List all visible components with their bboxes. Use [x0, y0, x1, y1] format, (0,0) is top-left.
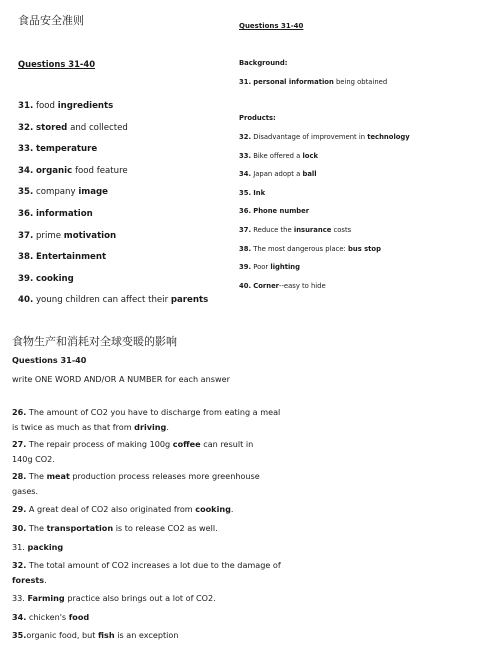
item-number: 33. — [18, 144, 34, 155]
item-number: 39. — [18, 273, 34, 284]
list-item — [12, 405, 284, 434]
item-text: --easy to hide — [279, 281, 326, 290]
item-answer: Ink — [253, 188, 266, 197]
item-number: 35. — [239, 188, 252, 197]
item-number: 27. — [12, 439, 27, 449]
item-answer: forests — [12, 574, 45, 585]
item-answer: lighting — [270, 263, 301, 272]
item-answer: driving — [134, 421, 167, 432]
item-text: . — [44, 574, 47, 585]
list-item — [18, 209, 93, 219]
item-number: 26. — [12, 407, 27, 417]
item-text: practice also brings out a lot of CO2. — [67, 593, 216, 603]
item-answer: image — [78, 187, 108, 198]
list-item — [239, 170, 317, 178]
item-answer: cooking — [195, 504, 231, 514]
list-item — [239, 189, 265, 197]
list-item — [18, 231, 116, 241]
list-item — [18, 166, 128, 176]
item-text: Japan adopt a — [253, 170, 301, 179]
background-label: Background: — [239, 59, 288, 67]
list-item — [18, 101, 113, 111]
item-answer: insurance — [293, 226, 332, 234]
item-answer: information — [35, 209, 93, 219]
background-item — [239, 78, 387, 86]
section2-instruction: write ONE WORD AND/OR A NUMBER for each answer — [12, 374, 230, 384]
item-text: A great deal of CO2 also originated from — [28, 504, 193, 514]
item-number: 29. — [12, 504, 27, 514]
item-answer: Farming — [27, 593, 65, 603]
item-text: The repair process of making 100g — [28, 439, 171, 449]
item-answer: meat — [46, 471, 70, 481]
list-item — [18, 187, 108, 197]
item-answer: cooking — [35, 273, 74, 284]
item-text: young children can affect their — [35, 295, 169, 306]
item-answer: organic — [35, 165, 73, 176]
list-item — [18, 274, 74, 284]
item-text: . — [230, 504, 234, 514]
list-item — [18, 123, 128, 133]
item-text: prime — [35, 230, 62, 241]
item-number: 31. — [12, 542, 25, 552]
section2-title: 食物生产和消耗对全球变暖的影响 — [12, 335, 177, 348]
item-answer: ingredients — [57, 101, 114, 111]
item-number: 40. — [18, 295, 34, 306]
item-answer: technology — [367, 133, 410, 141]
list-item — [12, 558, 287, 587]
left-questions-header: Questions 31-40 — [18, 59, 96, 69]
item-number: 35. — [18, 187, 34, 198]
item-answer: bus stop — [348, 244, 381, 253]
item-answer: coffee — [172, 439, 201, 449]
item-text: The — [28, 523, 44, 533]
item-answer: Corner — [253, 281, 280, 290]
item-text: chicken's — [28, 612, 67, 622]
item-text: The most dangerous place: — [253, 244, 346, 253]
item-number: 40. — [239, 281, 252, 290]
item-answer: Phone number — [253, 207, 310, 216]
list-item — [18, 295, 208, 305]
item-answer: Entertainment — [35, 252, 107, 263]
item-text: Poor — [253, 263, 269, 272]
item-text: The — [28, 471, 44, 481]
list-item — [12, 628, 302, 643]
list-item — [12, 502, 302, 517]
item-number: 31. — [239, 78, 252, 86]
item-text: being obtained — [335, 78, 388, 86]
item-number: 34. — [12, 612, 27, 622]
list-item — [12, 437, 274, 466]
item-number: 38. — [18, 252, 34, 263]
item-number: 33. — [12, 593, 25, 603]
item-number: 34. — [18, 165, 34, 176]
section2-questions-header: Questions 31-40 — [12, 355, 87, 365]
list-item — [12, 610, 302, 625]
products-label: Products: — [239, 114, 276, 122]
item-text: Bike offered a — [253, 151, 301, 160]
item-answer: transportation — [46, 523, 114, 533]
list-item — [239, 263, 300, 271]
item-number: 38. — [239, 244, 252, 253]
item-answer: parents — [170, 295, 209, 306]
item-answer: packing — [27, 542, 64, 552]
item-text: production process releases more greenhouse gases. — [12, 471, 260, 496]
item-text: and collected — [70, 122, 128, 133]
list-item — [239, 133, 410, 141]
item-number: 32. — [239, 133, 252, 141]
item-answer: food — [68, 612, 90, 622]
item-number: 30. — [12, 523, 27, 533]
item-text: The total amount of CO2 increases a lot due to the damage of — [28, 560, 281, 570]
item-number: 28. — [12, 471, 27, 481]
item-answer: stored — [35, 122, 68, 133]
list-item — [239, 207, 309, 215]
item-number: 35. — [12, 630, 27, 640]
list-item — [18, 252, 106, 262]
item-number: 36. — [239, 207, 252, 216]
item-number: 32. — [12, 560, 27, 570]
list-item — [12, 469, 284, 498]
item-text: is an exception — [117, 630, 179, 640]
list-item — [12, 591, 302, 606]
item-text: company — [35, 187, 76, 198]
item-text: organic food, but — [26, 630, 96, 640]
item-answer: motivation — [63, 230, 117, 241]
item-answer: fish — [98, 630, 115, 640]
item-number: 34. — [239, 170, 252, 179]
list-item — [239, 226, 351, 234]
item-text: food — [35, 101, 55, 111]
list-item — [18, 144, 97, 154]
item-number: 33. — [239, 151, 252, 160]
item-text: Disadvantage of improvement in — [253, 133, 366, 141]
item-answer: temperature — [35, 144, 98, 155]
item-number: 37. — [18, 230, 34, 241]
item-number: 37. — [239, 226, 252, 234]
item-text: can result in 140g CO2. — [12, 439, 254, 464]
item-number: 39. — [239, 263, 252, 272]
list-item — [239, 152, 318, 160]
item-number: 36. — [18, 209, 34, 219]
item-number: 31. — [18, 101, 34, 111]
right-questions-header: Questions 31-40 — [239, 22, 304, 30]
item-text: . — [166, 421, 169, 432]
item-text: The amount of CO2 you have to discharge from eating a meal is twice as much as that from — [12, 407, 281, 432]
item-answer: ball — [302, 170, 317, 179]
item-text: is to release CO2 as well. — [115, 523, 218, 533]
item-text: food feature — [74, 165, 128, 176]
list-item — [12, 540, 284, 555]
list-item — [239, 282, 326, 290]
item-text: Reduce the — [253, 226, 292, 234]
list-item — [239, 245, 381, 253]
item-answer: lock — [302, 151, 319, 160]
item-answer: personal information — [253, 78, 334, 86]
section1-title: 食品安全准则 — [18, 14, 84, 27]
list-item — [12, 521, 302, 536]
item-text: costs — [333, 226, 352, 234]
item-number: 32. — [18, 122, 34, 133]
